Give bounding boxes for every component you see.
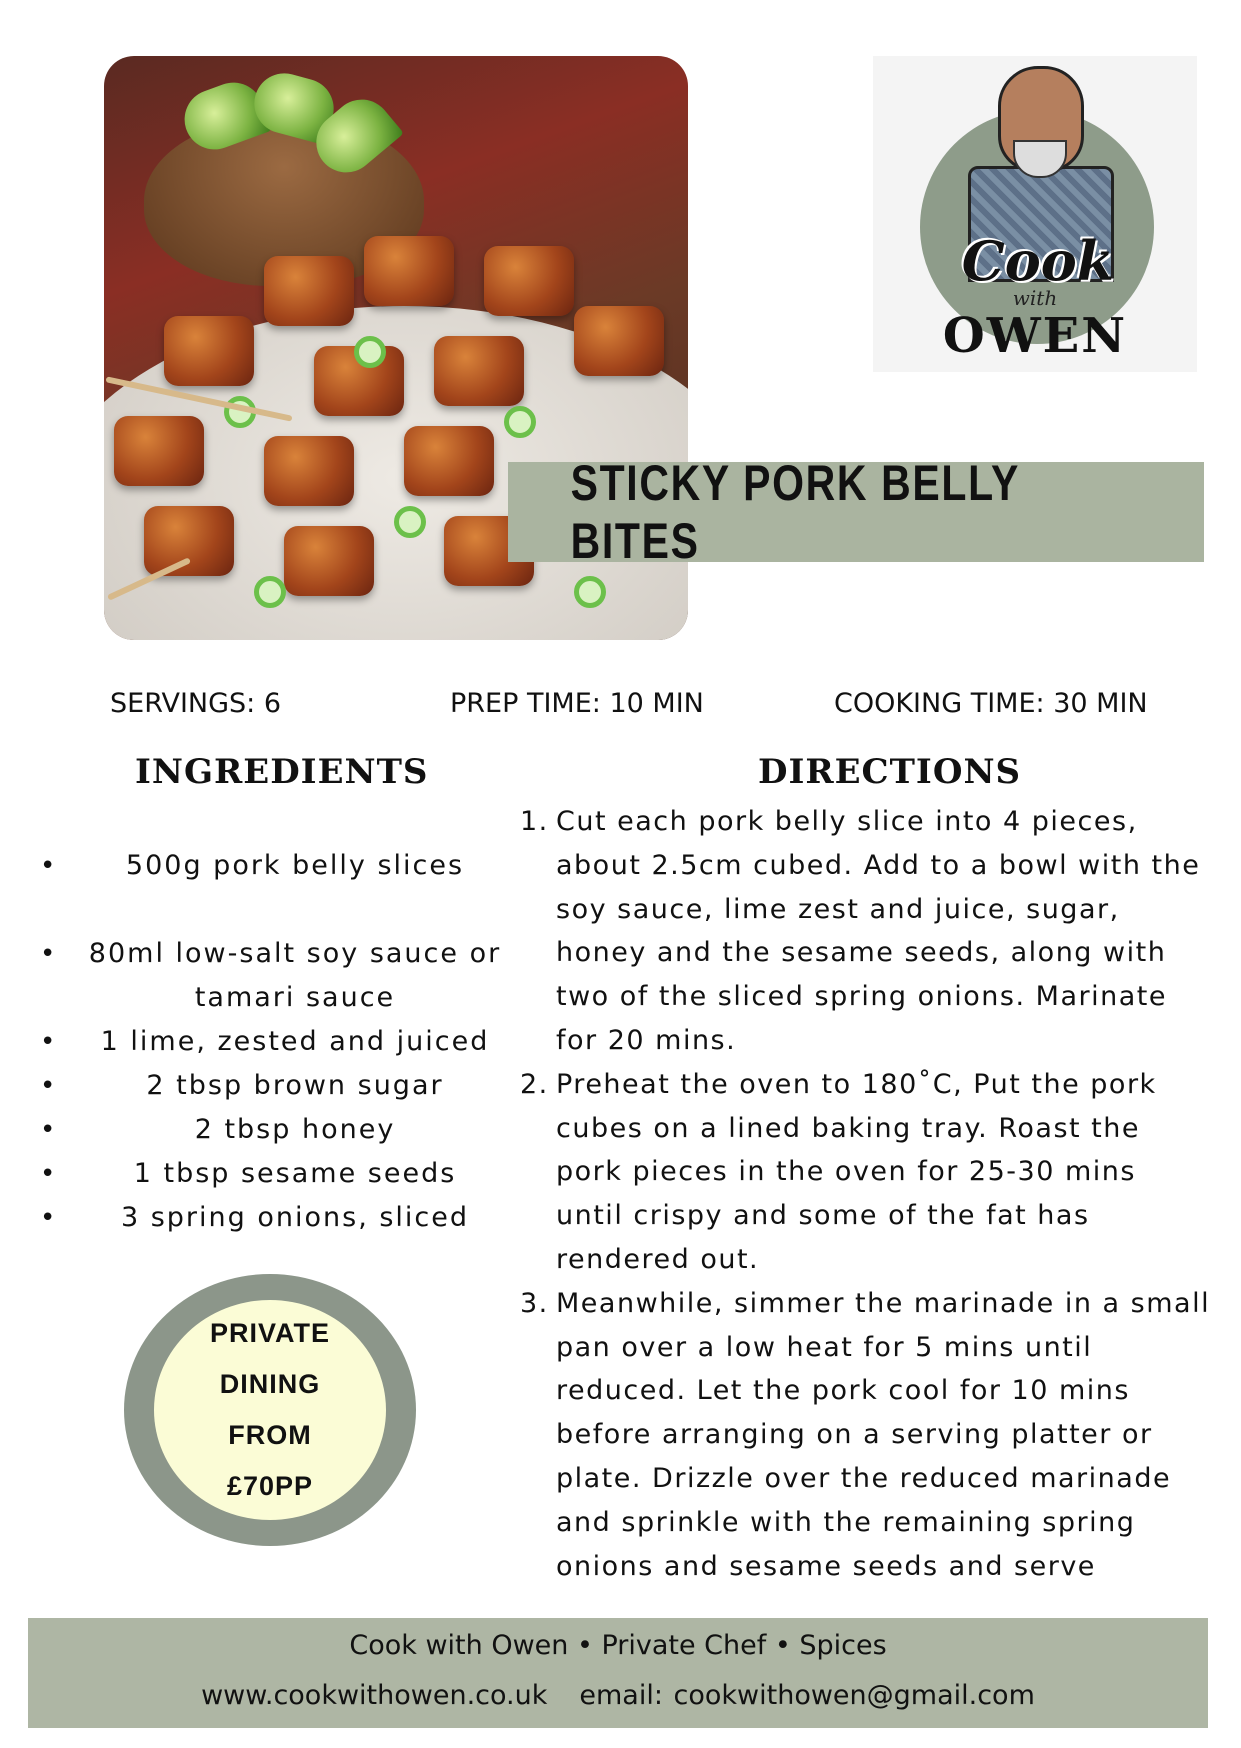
direction-step xyxy=(520,1063,1212,1282)
logo-cook-text: Cook xyxy=(961,229,1115,293)
directions-heading: DIRECTIONS xyxy=(758,752,1022,792)
step-number: 3. xyxy=(520,1287,549,1319)
step-number: 1. xyxy=(520,806,549,837)
step-text: Meanwhile, simmer the marinade in a small pan over a low heat for 5 mins until reduced. Let the pork cool for 10 mins before arranging on a serving platter or plate. Drizzle over the reduced marinade and sprinkle with the remaining spring onions and sesame seeds and serve xyxy=(556,1287,1211,1582)
servings: SERVINGS: 6 xyxy=(110,688,282,719)
step-number: 2. xyxy=(520,1068,549,1100)
private-dining-badge xyxy=(124,1274,416,1546)
footer-tagline: Cook with Owen • Private Chef • Spices xyxy=(349,1630,887,1661)
badge-inner xyxy=(154,1300,386,1520)
ingredient-item: • 80ml low-salt soy sauce or tamari sauce xyxy=(34,932,514,1020)
directions-list xyxy=(520,800,1212,1588)
ingredients-heading: INGREDIENTS xyxy=(135,752,429,792)
badge-line: DINING xyxy=(219,1369,321,1399)
badge-price: £70PP xyxy=(226,1471,314,1501)
website-link[interactable]: www.cookwithowen.co.uk xyxy=(201,1680,548,1711)
ingredient-item: • 1 tbsp sesame seeds xyxy=(34,1152,514,1196)
step-text: Preheat the oven to 180˚C, Put the pork cubes on a lined baking tray. Roast the pork pieces in the oven for 25-30 mins until crispy and some of the fat has rendered out. xyxy=(556,1068,1157,1275)
cook-with-owen-logo xyxy=(873,56,1197,372)
email-link[interactable]: email: cookwithowen@gmail.com xyxy=(579,1680,1035,1711)
ingredient-item: • 2 tbsp brown sugar xyxy=(34,1064,514,1108)
badge-line: FROM xyxy=(228,1420,312,1450)
footer-contact xyxy=(28,1680,1208,1711)
ingredients-list xyxy=(34,844,514,1240)
ingredient-item: • 2 tbsp honey xyxy=(34,1108,514,1152)
ingredient-item: • 500g pork belly slices xyxy=(34,844,514,888)
badge-line: PRIVATE xyxy=(209,1318,330,1348)
footer xyxy=(28,1618,1208,1728)
ingredient-item: • 1 lime, zested and juiced xyxy=(34,1020,514,1064)
logo-owen-text: OWEN xyxy=(942,308,1128,364)
prep-time: PREP TIME: 10 MIN xyxy=(450,688,704,719)
recipe-title: STICKY PORK BELLY BITES xyxy=(570,455,1020,569)
logo-with-text: with xyxy=(1012,286,1058,310)
ingredient-item: • 3 spring onions, sliced xyxy=(34,1196,514,1240)
step-text: Cut each pork belly slice into 4 pieces, about 2.5cm cubed. Add to a bowl with the soy sauce, lime zest and juice, sugar, honey and the sesame seeds, along with two of the sliced spring onions. Marinate for 20 mins. xyxy=(556,806,1201,1056)
direction-step xyxy=(520,1282,1212,1589)
recipe-title-banner xyxy=(508,455,1204,569)
direction-step xyxy=(520,800,1212,1063)
cooking-time: COOKING TIME: 30 MIN xyxy=(834,688,1148,719)
